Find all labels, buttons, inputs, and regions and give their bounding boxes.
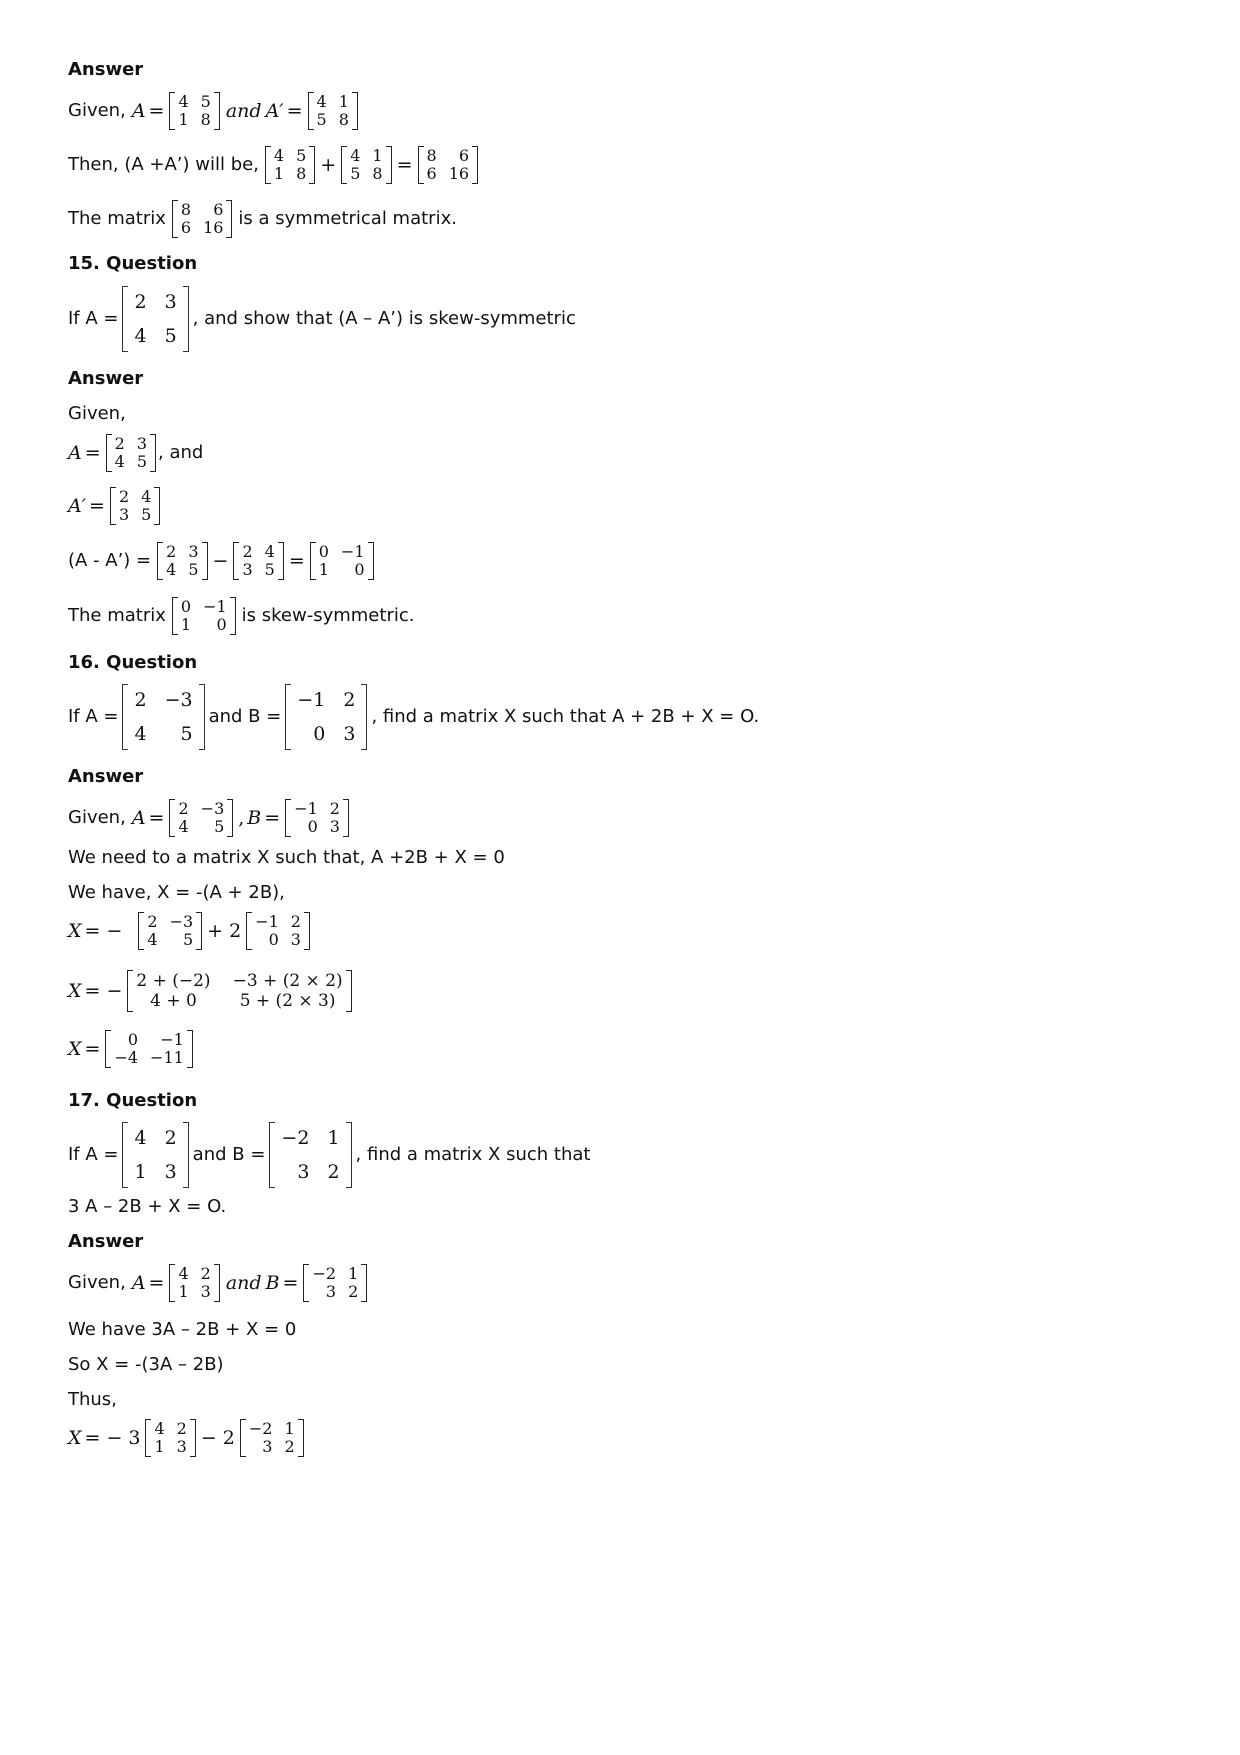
question-heading: 16. Question (68, 652, 198, 673)
diff-label: (A - A’) = (68, 550, 152, 571)
question-heading: 17. Question (68, 1090, 198, 1111)
matrix-a-transpose: 4 1 5 8 (341, 146, 391, 184)
conclusion-text: is a symmetrical matrix. (238, 208, 457, 229)
q16-x-result: X = 0 −1 −4 −11 (68, 1030, 195, 1068)
q15-conclusion-line (68, 597, 414, 635)
q16-given-line: Given, A = 2 −3 4 5 , B = −1 2 0 3 (68, 799, 351, 837)
q17-x-step1: X = − 3 4 2 1 3 − 2 −2 1 3 2 (68, 1419, 306, 1457)
q15-at-line: A′ = 2 4 3 5 (68, 487, 162, 525)
q14-then-line: Then, (A +A’) will be, 4 5 1 8 + 4 1 5 8 = 8 6 6 16 (68, 146, 480, 184)
q14-given-line: Given, A = 4 5 1 8 and A′ = 4 1 5 8 (68, 92, 360, 130)
matrix-b: −2 1 3 2 (240, 1419, 304, 1457)
matrix-sum: 8 6 6 16 (172, 200, 233, 238)
answer-heading: Answer (68, 1231, 144, 1252)
matrix-a: 2 3 4 5 (122, 286, 188, 352)
given-label: Given, (68, 1272, 126, 1293)
matrix-a-transpose: 2 4 3 5 (110, 487, 160, 525)
matrix-a: 2 3 4 5 (157, 542, 207, 580)
matrix-label: The matrix (68, 605, 166, 626)
matrix-b: −2 1 3 2 (303, 1264, 367, 1302)
matrix-a-transpose: 2 4 3 5 (233, 542, 283, 580)
q17-given-line: Given, A = 4 2 1 3 and B = −2 1 3 2 (68, 1264, 369, 1302)
need-text: We need to a matrix X such that, A +2B + X = 0 (68, 847, 505, 868)
given-label: Given, (68, 100, 126, 121)
coefficient: 2 (229, 919, 242, 942)
matrix-b: −2 1 3 2 (269, 1122, 351, 1188)
then-text: Then, (A +A’) will be, (68, 154, 259, 175)
and-b-label: and B = (192, 1144, 266, 1165)
matrix-sum: 8 6 6 16 (418, 146, 479, 184)
matrix-a: 2 −3 4 5 (122, 684, 204, 750)
matrix-result: 0 −1 −4 −11 (105, 1030, 192, 1068)
q16-x-step2: X = − 2 + (−2) −3 + (2 × 2) 4 + 0 5 + (2 × 3) (68, 970, 354, 1012)
matrix-label: The matrix (68, 208, 166, 229)
and-b-label: and B = (208, 706, 282, 727)
and-label: and (225, 1271, 262, 1294)
matrix-a: 4 2 1 3 (145, 1419, 195, 1457)
answer-heading: Answer (68, 368, 144, 389)
and-label: , and (158, 442, 204, 463)
matrix-a: 2 −3 4 5 (169, 799, 233, 837)
q15-a-line: A = 2 3 4 5 , and (68, 434, 204, 471)
have-text: We have 3A – 2B + X = 0 (68, 1319, 297, 1340)
matrix-a: 4 5 1 8 (265, 146, 315, 184)
q15-question-line (68, 286, 576, 352)
question-text: , find a matrix X such that (355, 1144, 591, 1165)
question-heading: 15. Question (68, 253, 198, 274)
q16-x-step1: X = − 2 −3 4 5 + 2 −1 2 0 3 (68, 912, 312, 950)
if-label: If A = (68, 308, 119, 329)
matrix-b: −1 2 0 3 (246, 912, 310, 950)
answer-heading: Answer (68, 59, 144, 80)
matrix-b: −1 2 0 3 (285, 684, 367, 750)
matrix-b: −1 2 0 3 (285, 799, 349, 837)
matrix-a: 4 5 1 8 (169, 92, 219, 130)
coefficient: 3 (128, 1426, 141, 1449)
q15-diff-line: (A - A’) = 2 3 4 5 − 2 4 3 5 = 0 −1 1 0 (68, 542, 376, 580)
coefficient: 2 (222, 1426, 235, 1449)
matrix-a: 2 3 4 5 (106, 434, 156, 472)
conclusion-text: is skew-symmetric. (241, 605, 415, 626)
answer-heading: Answer (68, 766, 144, 787)
given-label: Given, (68, 403, 126, 424)
question-text: , find a matrix X such that A + 2B + X = O. (371, 706, 760, 727)
and-label: and (225, 99, 262, 122)
q17-question-line (68, 1122, 590, 1188)
q14-conclusion-line (68, 200, 457, 238)
have-text: We have, X = -(A + 2B), (68, 882, 285, 903)
matrix-result: 0 −1 1 0 (172, 597, 236, 635)
matrix-result: 0 −1 1 0 (310, 542, 374, 580)
thus-text: Thus, (68, 1389, 117, 1410)
if-label: If A = (68, 1144, 119, 1165)
so-text: So X = -(3A – 2B) (68, 1354, 224, 1375)
matrix-a: 2 −3 4 5 (138, 912, 202, 950)
matrix-a: 4 2 1 3 (122, 1122, 188, 1188)
matrix-a-transpose: 4 1 5 8 (308, 92, 358, 130)
given-label: Given, (68, 807, 126, 828)
question-text: , and show that (A – A’) is skew-symmetric (192, 308, 576, 329)
if-label: If A = (68, 706, 119, 727)
q16-question-line (68, 684, 759, 750)
question-cont: 3 A – 2B + X = O. (68, 1196, 227, 1217)
matrix-expanded: 2 + (−2) −3 + (2 × 2) 4 + 0 5 + (2 × 3) (127, 970, 351, 1012)
matrix-a: 4 2 1 3 (169, 1264, 219, 1302)
